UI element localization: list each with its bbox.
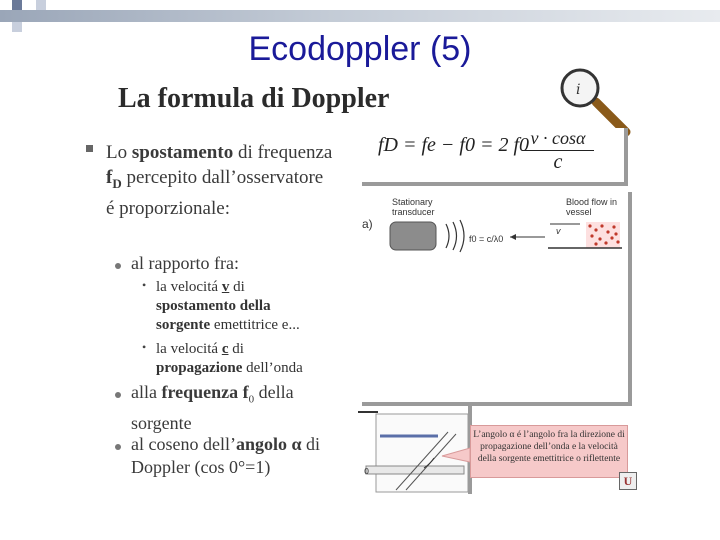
stationary-label: Stationary transducer bbox=[392, 197, 435, 217]
blood-flow-label: Blood flow in vessel bbox=[566, 197, 618, 217]
diagram-label-a: a) bbox=[362, 217, 373, 231]
svg-text:i: i bbox=[576, 82, 581, 98]
header-bar bbox=[0, 10, 720, 22]
sub-item-angle: al coseno dell’angolo α di Doppler (cos 0°=1) bbox=[131, 434, 321, 477]
main-paragraph: Lo spostamento di frequenza $f_D$ percepito dall’osservatore é proporzionale: bbox=[106, 142, 333, 219]
slide-title: Ecodoppler (5) bbox=[248, 30, 472, 68]
bullet-square bbox=[86, 145, 93, 152]
u-icon: U bbox=[619, 472, 637, 490]
svg-text:0: 0 bbox=[364, 467, 370, 476]
doppler-formula: fD = fe − f0 = 2 f0 bbox=[378, 134, 530, 156]
bullet-dot bbox=[115, 263, 121, 269]
sub-item-ratio: al rapporto fra: bbox=[131, 253, 239, 273]
bullet-dot bbox=[115, 392, 121, 398]
velocity-label: v bbox=[556, 226, 561, 236]
frequency-label: f0 = c/λ0 bbox=[469, 234, 504, 244]
slide-subtitle: La formula di Doppler bbox=[118, 83, 390, 114]
angle-note: L’angolo α é l’angolo fra la direzione di propagazione dell’onda e la velocità della sorgente emettitrice o riflettente bbox=[470, 425, 628, 478]
bullet-dot bbox=[115, 444, 121, 450]
sub-item-frequency: alla frequenza $f_0$ della sorgente bbox=[131, 382, 294, 433]
sub-sub-item-v: la velocitá v di spostamento della sorgente emettitrice e... bbox=[156, 279, 300, 333]
formula-fraction: v · cosα c bbox=[522, 128, 594, 174]
sub-sub-item-c: la velocitá c di propagazione dell’onda bbox=[156, 341, 303, 376]
callout-pointer bbox=[440, 446, 474, 464]
